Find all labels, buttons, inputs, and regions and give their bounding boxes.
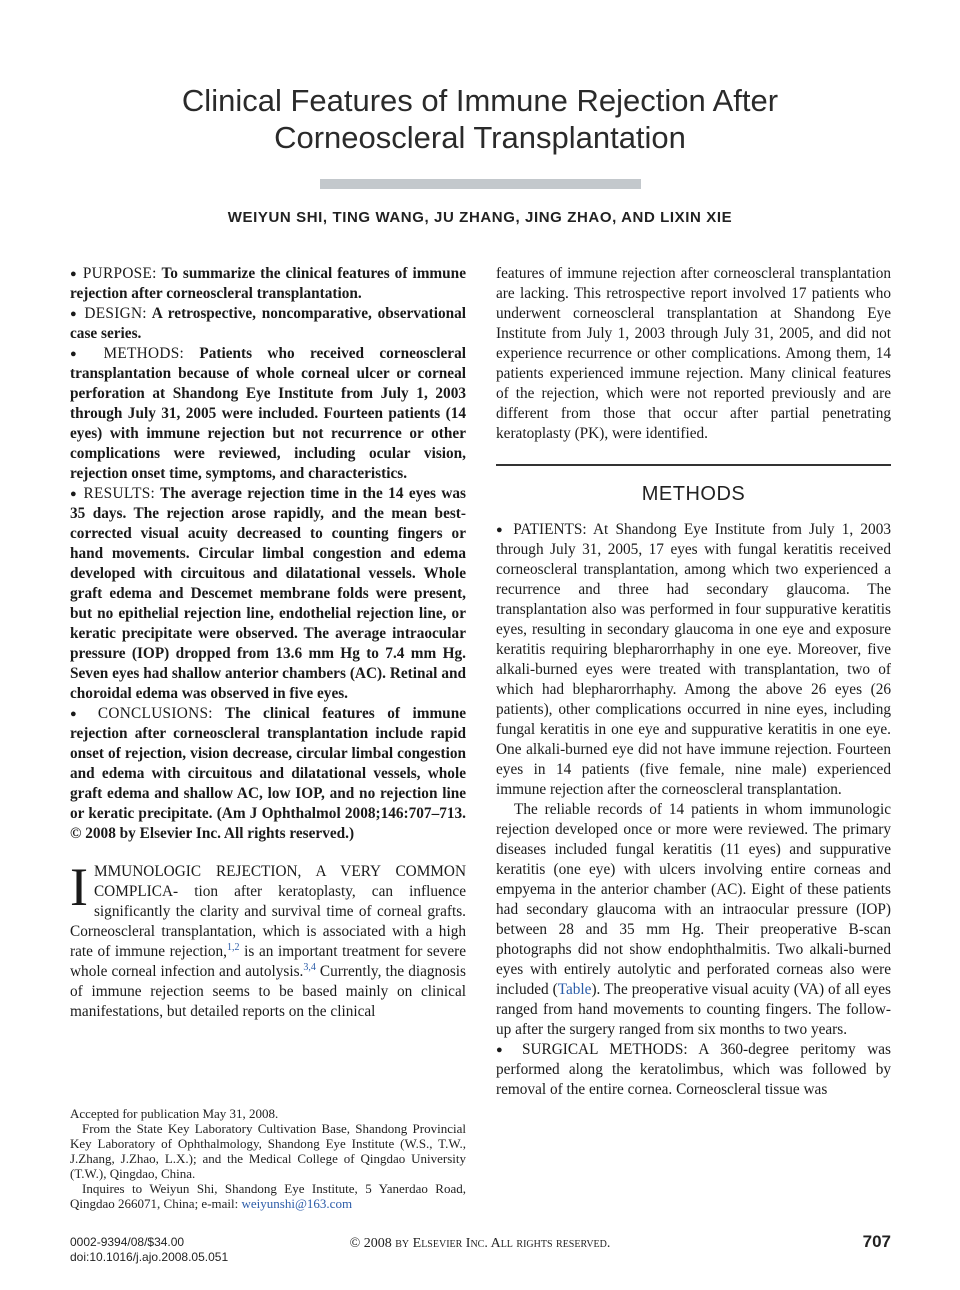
bullet-icon: ● (496, 524, 507, 536)
right-column (496, 264, 891, 1100)
abstract (70, 264, 466, 844)
email-link[interactable]: weiyunshi@163.com (241, 1196, 353, 1211)
footnote-accepted: Accepted for publication May 31, 2008. (70, 1106, 279, 1121)
abstract-results: ● RESULTS: The average rejection time in the 14 eyes was 35 days. The rejection arose rapidly, and the mean best-corrected visual acuity decreased to counting fingers or hand movements. Circular limbal congestion and edema developed with circuitous and dilatational vessels. Whole graft edema and Descemet membrane folds were present, but no epithelial rejection line, endothelial rejection line, or keratic precipitate were observed. The average intraocular pressure (IOP) dropped from 13.6 mm Hg to 7.4 mm Hg. Seven eyes had shallow anterior chambers (AC). Retinal and choroidal edema was observed in five eyes. (70, 485, 466, 702)
article-title (0, 82, 960, 156)
issn: 0002-9394/08/$34.00 (70, 1235, 185, 1249)
intro-continuation: features of immune rejection after corneoscleral transplantation are lacking. This retrospective report involved 17 patients who underwent corneoscleral transplantation at Shandong Eye Institute from July 1, 2003 through July 31, 2005, and did not experience recurrence or other complications. Among them, 14 patients experienced immune rejection. Many clinical features of the rejection, which were not reported previously and are different from those that occur after partial penetrating keratoplasty (PK), were identified. (496, 265, 891, 442)
abstract-purpose: ● PURPOSE: To summarize the clinical features of immune rejection after corneoscleral transplantation. (70, 265, 466, 302)
abstract-methods: ● METHODS: Patients who received corneoscleral transplantation because of whole corneal ulcer or corneal perforation at Shandong Eye Institute from July 1, 2003 through July 31, 2005 were included. Fourteen patients (14 eyes) with immune rejection but not recurrence or other complications were reviewed, including ocular vision, rejection onset time, symptoms, and characteristics. (70, 345, 466, 482)
table-link[interactable]: Table (557, 981, 592, 998)
left-column (70, 264, 466, 1022)
methods-heading: METHODS (641, 483, 746, 505)
bullet-icon: ● (70, 488, 79, 500)
reference-link[interactable]: 3,4 (303, 961, 316, 973)
footnotes (70, 1106, 466, 1211)
abstract-conclusions: ● CONCLUSIONS: The clinical features of immune rejection after corneoscleral transplantation include rapid onset of rejection, vision decrease, circular limbal congestion and edema with circuitous and dilatational vessels, whole graft edema and shallow AC, low IOP, and no rejection line or keratic precipitate. (Am J Ophthalmol 2008;146:707–713. © 2008 by Elsevier Inc. All rights reserved.) (70, 705, 466, 842)
footnote-affiliation: From the State Key Laboratory Cultivation Base, Shandong Provincial Key Laboratory of Ophthalmology, Shandong Eye Institute (W.S., T.W., J.Zhang, J.Zhao, L.X.); and the Medical College of Qingdao University (T.W.), Qingdao, China. (70, 1121, 466, 1181)
bullet-icon: ● (70, 268, 78, 280)
bullet-icon: ● (496, 1044, 511, 1056)
section-divider (496, 464, 891, 466)
methods-patients: ● PATIENTS: At Shandong Eye Institute from July 1, 2003 through July 31, 2005, 17 eyes with fungal keratitis received corneoscleral transplantation, among which two experienced a recurrence and three had secondary glaucoma. The transplantation also was performed in four suppurative keratitis eyes, resulting in secondary glaucoma in one eye and exposure keratitis requiring blepharorrhaphy in one eye. Moreover, five alkali-burned eyes were treated with transplantation, two of which had blepharorrhaphy. Among the above 26 eyes (26 patients), other complications occurred in nine eyes, including fungal keratitis in one eye and suppurative keratitis in one eye. One alkali-burned eye did not have immune rejection. Fourteen eyes in 14 patients (five female, nine male) experienced immune rejection after the corneoscleral transplantation. (496, 521, 891, 798)
reference-link[interactable]: 1,2 (227, 941, 240, 953)
copyright-notice: © 2008 by Elsevier Inc. All rights reserved. (349, 1236, 611, 1251)
page-number: 707 (862, 1232, 891, 1251)
abstract-design: ● DESIGN: A retrospective, noncomparative, observational case series. (70, 305, 466, 342)
title-line-2: Corneoscleral Transplantation (274, 120, 686, 155)
author-list: WEIYUN SHI, TING WANG, JU ZHANG, JING ZHAO, AND LIXIN XIE (227, 209, 733, 226)
bullet-icon: ● (70, 308, 79, 320)
methods-paragraph-2: The reliable records of 14 patients in whom immunologic rejection developed once or more were reviewed. The primary diseases included fungal keratitis (11 eyes) and suppurative keratitis (one eye) with ulcers involving entire corneas and empyema in the anterior chamber (AC). Eight of these patients had secondary glaucoma with an intraocular pressure (IOP) between 28 and 35 mm Hg. Their preoperative B-scan photographs did not show endophthalmitis. Two alkali-burned eyes with entirely autolytic and perforated corneas also were included (Table). The preoperative visual acuity (VA) of all eyes ranged from hand movements to counting fingers. The follow-up after the surgery ranged from six months to two years. (496, 801, 891, 1038)
bullet-icon: ● (70, 708, 86, 720)
bullet-icon: ● (70, 348, 89, 360)
intro-paragraph: IMMUNOLOGIC REJECTION, A VERY COMMON COMPLICA- tion after keratoplasty, can influence significantly the clarity and survival time of corneal grafts. Corneoscleral transplantation, which is associated with a high rate of immune rejection,$^{1,2}$ is an important treatment for severe whole corneal infection and autolysis.$^{3,4}$ Currently, the diagnosis of immune rejection seems to be based mainly on clinical manifestations, but detailed reports on the clinical (70, 857, 467, 1020)
doi: doi:10.1016/j.ajo.2008.05.051 (70, 1250, 229, 1264)
title-divider-bar (320, 179, 641, 189)
introduction (70, 857, 467, 1022)
footnote-inquiries: Inquires to Weiyun Shi, Shandong Eye Institute, 5 Yanerdao Road, Qingdao 266071, China; e-mail: weiyunshi@163.com (70, 1181, 466, 1211)
title-line-1: Clinical Features of Immune Rejection After (181, 83, 779, 118)
abstract-citation: (Am J Ophthalmol 2008;146:707–713. © 2008 by Elsevier Inc. All rights reserved.) (70, 805, 466, 842)
drop-cap: I (70, 857, 88, 917)
methods-surgical: ● SURGICAL METHODS: A 360-degree peritomy was performed along the keratolimbus, which was followed by removal of the entire cornea. Corneoscleral tissue was (496, 1041, 892, 1098)
